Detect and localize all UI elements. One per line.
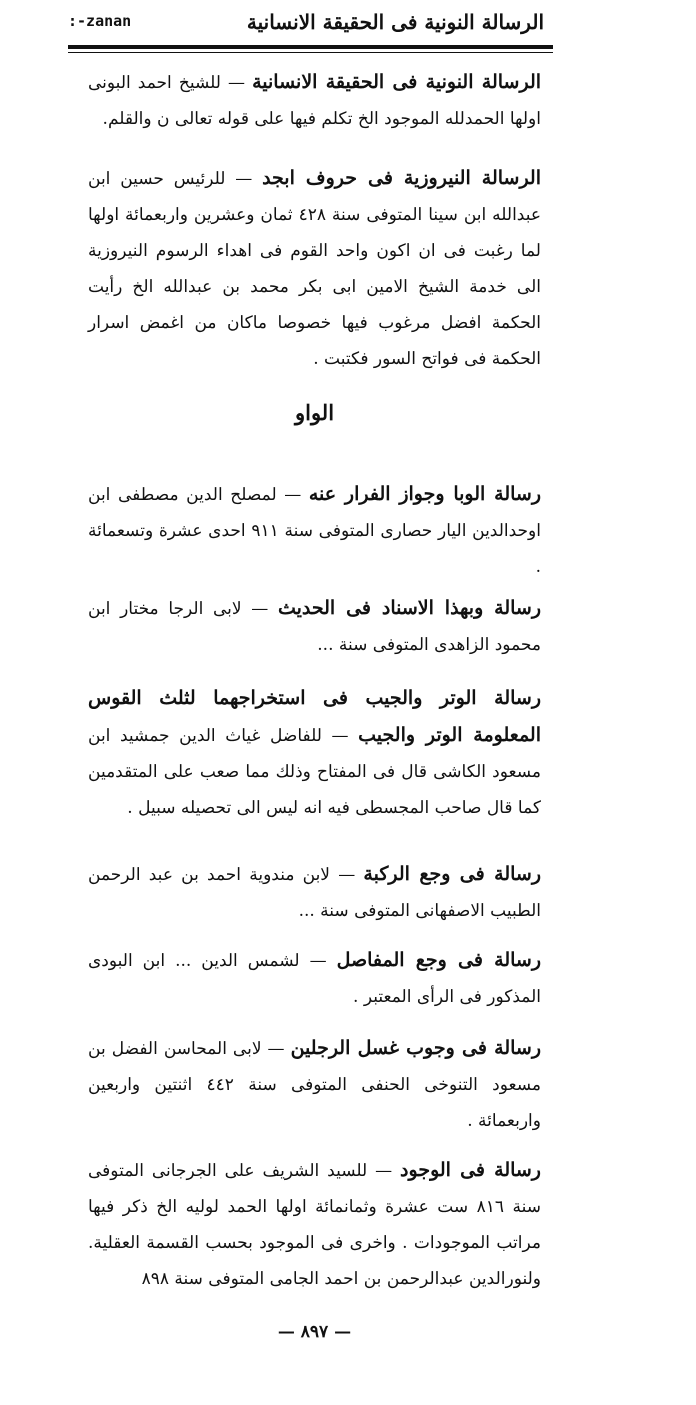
page-number: — ٨٩٧ — <box>277 1322 352 1342</box>
section-heading: الواو <box>294 400 335 425</box>
entry-description: — للفاضل غياث الدين جمشيد ابن مسعود الكاشى قال فى المفتاح وذلك مما صعب على المتقدمين كما قال صاحب المجسطى فيه انه ليس الى تحصيله سبيل . <box>88 726 541 818</box>
entry-description: — لابن مندوية احمد بن عبد الرحمن الطبيب الاصفهانى المتوفى سنة ... <box>88 865 541 921</box>
running-title: الرسالة النونية فى الحقيقة الانسانية <box>246 10 544 34</box>
entry-title: الرسالة النونية فى الحقيقة الانسانية <box>252 71 542 93</box>
catalog-code: :-zanan <box>68 12 132 30</box>
entry <box>88 680 541 826</box>
entry-description: — للسيد الشريف على الجرجانى المتوفى سنة ٨١٦ ست عشرة وثمانمائة اولها الحمد لوليه الخ ذكر فيها مراتب الموجودات . واخرى فى الموجود بحسب القسمة العقلية. ولنورالدين عبدالرحمن بن احمد الجامى المتوفى سنة ٨٩٨ <box>88 1161 541 1289</box>
entry-title: رسالة الوتر والجيب فى استخراجهما لثلث القوس المعلومة الوتر والجيب <box>88 687 541 746</box>
entry-title: رسالة فى وجوب غسل الرجلين <box>290 1037 541 1059</box>
entry-title: رسالة فى وجع الركبة <box>363 863 541 885</box>
entry <box>88 160 541 377</box>
entry-description: — لشمس الدين ... ابن البودى المذكور فى الرأى المعتبر . <box>88 951 541 1007</box>
entry <box>88 856 541 929</box>
entry <box>88 590 541 663</box>
header-rule-thick <box>68 45 553 49</box>
entry-description: — للرئيس حسين ابن عبدالله ابن سينا المتوفى سنة ٤٢٨ ثمان وعشرين واربعمائة اولها لما رغبت فى ان اكون واحد القوم فى اهداء الرسوم النيروزية الى خدمة الشيخ الامين ابى بكر محمد بن عبدالله الخ رأيت الحكمة افضل مرغوب فيها خصوصا ماكان من اغمض اسرار الحكمة فى فواتح السور فكتبت . <box>88 169 541 369</box>
entry-description: — لابى المحاسن الفضل بن مسعود التنوخى الحنفى المتوفى سنة ٤٤٢ اثنتين واربعين واربعمائة . <box>88 1039 542 1131</box>
entry <box>88 1152 541 1297</box>
entry-description: — لابى الرجا مختار ابن محمود الزاهدى المتوفى سنة ... <box>88 599 541 655</box>
page-header <box>68 10 544 44</box>
entry <box>88 1030 541 1139</box>
header-rule-thin <box>68 52 553 53</box>
entry <box>88 476 541 585</box>
entry-title: رسالة وبهذا الاسناد فى الحديث <box>277 597 542 619</box>
entry <box>88 64 541 137</box>
entry <box>88 942 541 1015</box>
entry-title: رسالة فى الوجود <box>400 1159 541 1181</box>
entry-title: رسالة الوبا وجواز الفرار عنه <box>308 483 541 505</box>
entry-description: — لمصلح الدين مصطفى ابن اوحدالدين اليار حصارى المتوفى سنة ٩١١ احدى عشرة وتسعمائة . <box>88 485 541 577</box>
entry-title: الرسالة النيروزية فى حروف ابجد <box>262 167 541 189</box>
entry-description: — للشيخ احمد البونى اولها الحمدلله الموجود الخ تكلم فيها على قوله تعالى ن والقلم. <box>88 73 541 129</box>
entry-title: رسالة فى وجع المفاصل <box>336 949 542 971</box>
